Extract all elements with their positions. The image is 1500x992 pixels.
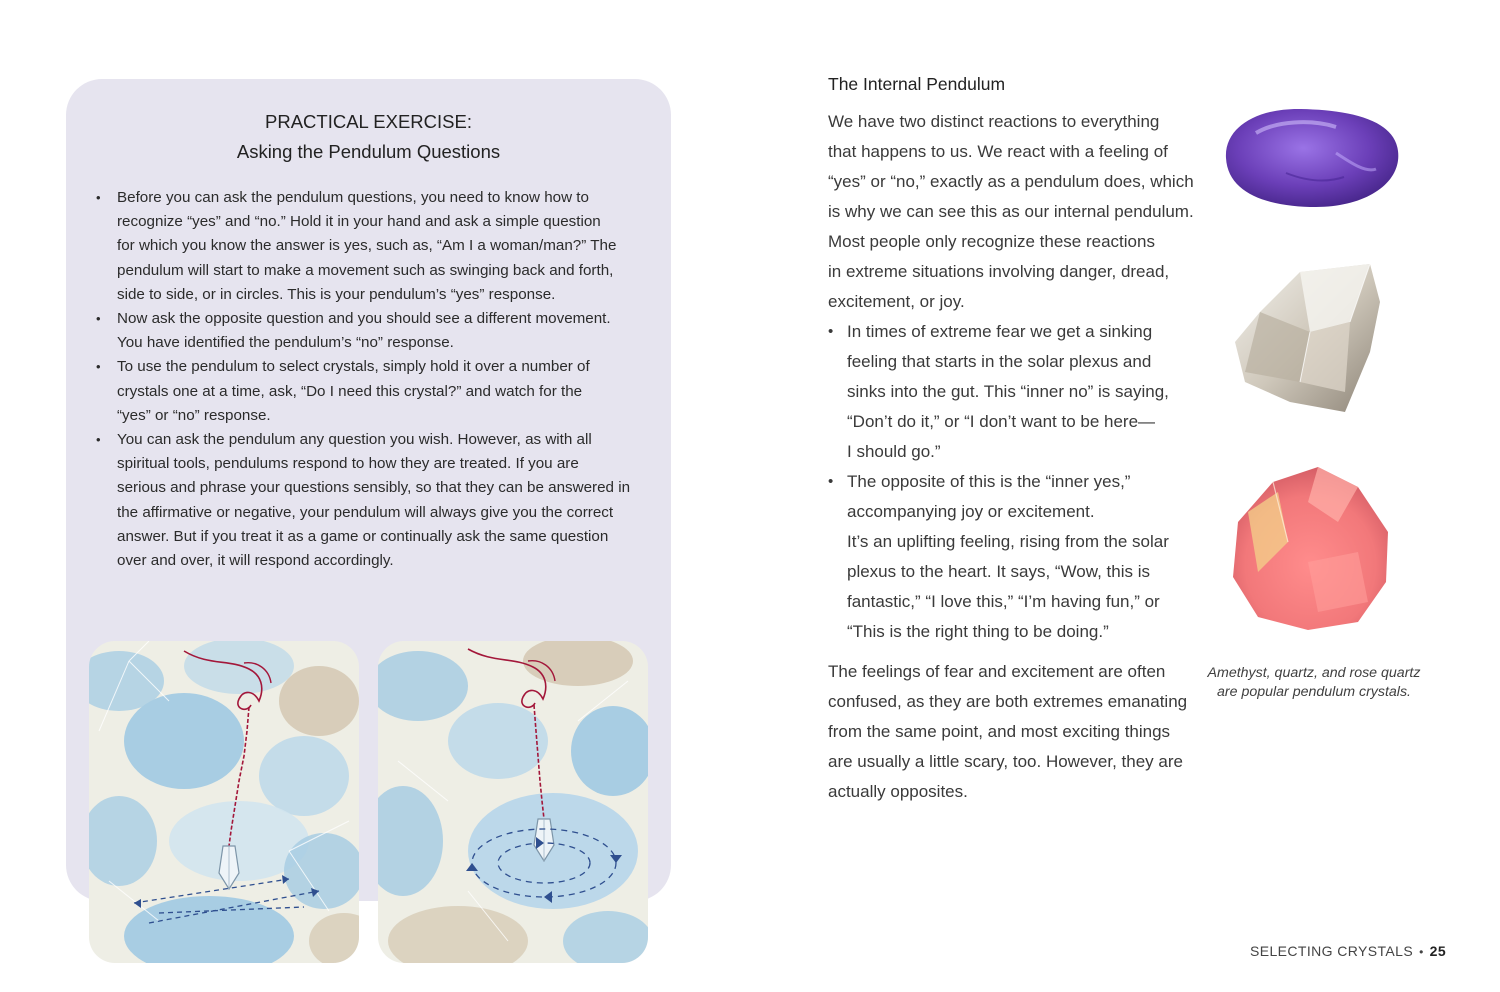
bullet-dot: • <box>96 432 101 448</box>
caption-line1: Amethyst, quartz, and rose quartz <box>1207 665 1421 681</box>
intro-paragraph <box>828 107 1208 317</box>
exercise-bullet-line: To use the pendulum to select crystals, simply hold it over a number of <box>117 358 590 376</box>
closing-line: actually opposites. <box>828 782 968 801</box>
bullet-dot: • <box>828 473 834 490</box>
intro-line: Most people only recognize these reactions <box>828 232 1155 251</box>
bullet-text: In times of extreme fear we get a sinking <box>847 322 1153 341</box>
internal-pendulum-bullet-line <box>828 317 1208 347</box>
exercise-bullet-line: crystals one at a time, ask, “Do I need this crystal?” and watch for the <box>117 382 583 400</box>
exercise-heading-line2: Asking the Pendulum Questions <box>236 141 501 162</box>
internal-pendulum-bullet-line <box>828 617 1208 647</box>
running-footer-section: SELECTING CRYSTALS <box>1250 943 1414 959</box>
internal-pendulum-bullet-line <box>828 377 1208 407</box>
pendulum-swing-illustration <box>89 641 359 963</box>
exercise-bullet-line: recognize “yes” and “no.” Hold it in your hand and ask a simple question <box>117 213 601 231</box>
bullet-dot: • <box>96 359 101 375</box>
section-title: The Internal Pendulum <box>828 74 1006 94</box>
closing-paragraph <box>828 657 1208 807</box>
exercise-bullet-list <box>96 186 641 573</box>
internal-pendulum-bullet-line <box>828 497 1208 527</box>
intro-line: in extreme situations involving danger, dread, <box>828 262 1170 281</box>
exercise-bullet <box>96 186 641 307</box>
internal-pendulum-bullet-line <box>828 467 1208 497</box>
internal-pendulum-bullet-line <box>828 527 1208 557</box>
exercise-bullet-line: Before you can ask the pendulum questions, you need to know how to <box>117 189 589 206</box>
bullet-dot: • <box>96 190 101 205</box>
bullet-text: “Don’t do it,” or “I don’t want to be here— <box>847 412 1156 431</box>
exercise-bullet-line: pendulum will start to make a movement such as swinging back and forth, <box>117 261 614 279</box>
exercise-bullet-line: “yes” or “no” response. <box>117 406 271 424</box>
exercise-bullet <box>96 307 641 355</box>
bullet-text: sinks into the gut. This “inner no” is saying, <box>847 382 1169 401</box>
internal-pendulum-bullet-line <box>828 347 1208 377</box>
exercise-bullet-line: over and over, it will respond accordingly. <box>117 552 394 570</box>
footer-separator: • <box>1419 945 1424 959</box>
crystals-caption <box>1196 664 1432 702</box>
clear-quartz-crystal-image <box>1230 262 1390 422</box>
intro-line: excitement, or joy. <box>828 292 965 311</box>
closing-line: The feelings of fear and excitement are often <box>828 662 1166 681</box>
bullet-text: It’s an uplifting feeling, rising from the solar <box>847 532 1169 551</box>
exercise-bullet <box>96 355 641 428</box>
exercise-bullet-line: You have identified the pendulum’s “no” response. <box>117 334 454 352</box>
rose-quartz-crystal-image <box>1228 462 1396 634</box>
exercise-heading <box>66 107 671 167</box>
intro-line: is why we can see this as our internal pendulum. <box>828 202 1194 221</box>
bullet-text: I should go.” <box>847 442 941 461</box>
bullet-text: “This is the right thing to be doing.” <box>847 622 1109 641</box>
exercise-bullet-line: You can ask the pendulum any question you wish. However, as with all <box>117 431 592 449</box>
bullet-text: The opposite of this is the “inner yes,” <box>847 472 1131 491</box>
exercise-bullet-line: the affirmative or negative, your pendulum will always give you the correct <box>117 503 614 521</box>
pendulum-circle-illustration <box>378 641 648 963</box>
page-number: 25 <box>1429 943 1447 959</box>
intro-line: We have two distinct reactions to everything <box>828 112 1160 131</box>
closing-line: are usually a little scary, too. However, they are <box>828 752 1183 771</box>
internal-pendulum-bullet-line <box>828 407 1208 437</box>
exercise-heading-line1: PRACTICAL EXERCISE: <box>265 111 472 132</box>
internal-pendulum-bullet-line <box>828 557 1208 587</box>
exercise-bullet-line: side to side, or in circles. This is your pendulum’s “yes” response. <box>117 285 556 303</box>
bullet-text: feeling that starts in the solar plexus and <box>847 352 1152 371</box>
exercise-bullet-line: Now ask the opposite question and you should see a different movement. <box>117 310 611 328</box>
bullet-text: plexus to the heart. It says, “Wow, this is <box>847 562 1150 581</box>
exercise-bullet-line: serious and phrase your questions sensibly, so that they can be answered in <box>117 479 631 497</box>
intro-line: that happens to us. We react with a feeling of <box>828 142 1168 161</box>
closing-line: confused, as they are both extremes emanating <box>828 692 1188 711</box>
caption-line2: are popular pendulum crystals. <box>1217 684 1411 700</box>
bullet-text: accompanying joy or excitement. <box>847 502 1095 521</box>
exercise-bullet <box>96 428 641 573</box>
intro-line: “yes” or “no,” exactly as a pendulum does, which <box>828 172 1194 191</box>
exercise-bullet-line: answer. But if you treat it as a game or continually ask the same question <box>117 527 609 545</box>
closing-line: from the same point, and most exciting things <box>828 722 1171 741</box>
internal-pendulum-bullet-line <box>828 437 1208 467</box>
amethyst-crystal-image <box>1216 103 1402 213</box>
exercise-bullet-line: for which you know the answer is yes, such as, “Am I a woman/man?” The <box>117 237 617 255</box>
bullet-dot: • <box>828 323 834 340</box>
bullet-text: fantastic,” “I love this,” “I’m having fun,” or <box>847 592 1160 611</box>
exercise-bullet-line: spiritual tools, pendulums respond to how they are treated. If you are <box>117 455 579 473</box>
internal-pendulum-bullets <box>828 317 1208 647</box>
internal-pendulum-bullet-line <box>828 587 1208 617</box>
page-footer <box>1250 943 1446 959</box>
bullet-dot: • <box>96 311 101 327</box>
